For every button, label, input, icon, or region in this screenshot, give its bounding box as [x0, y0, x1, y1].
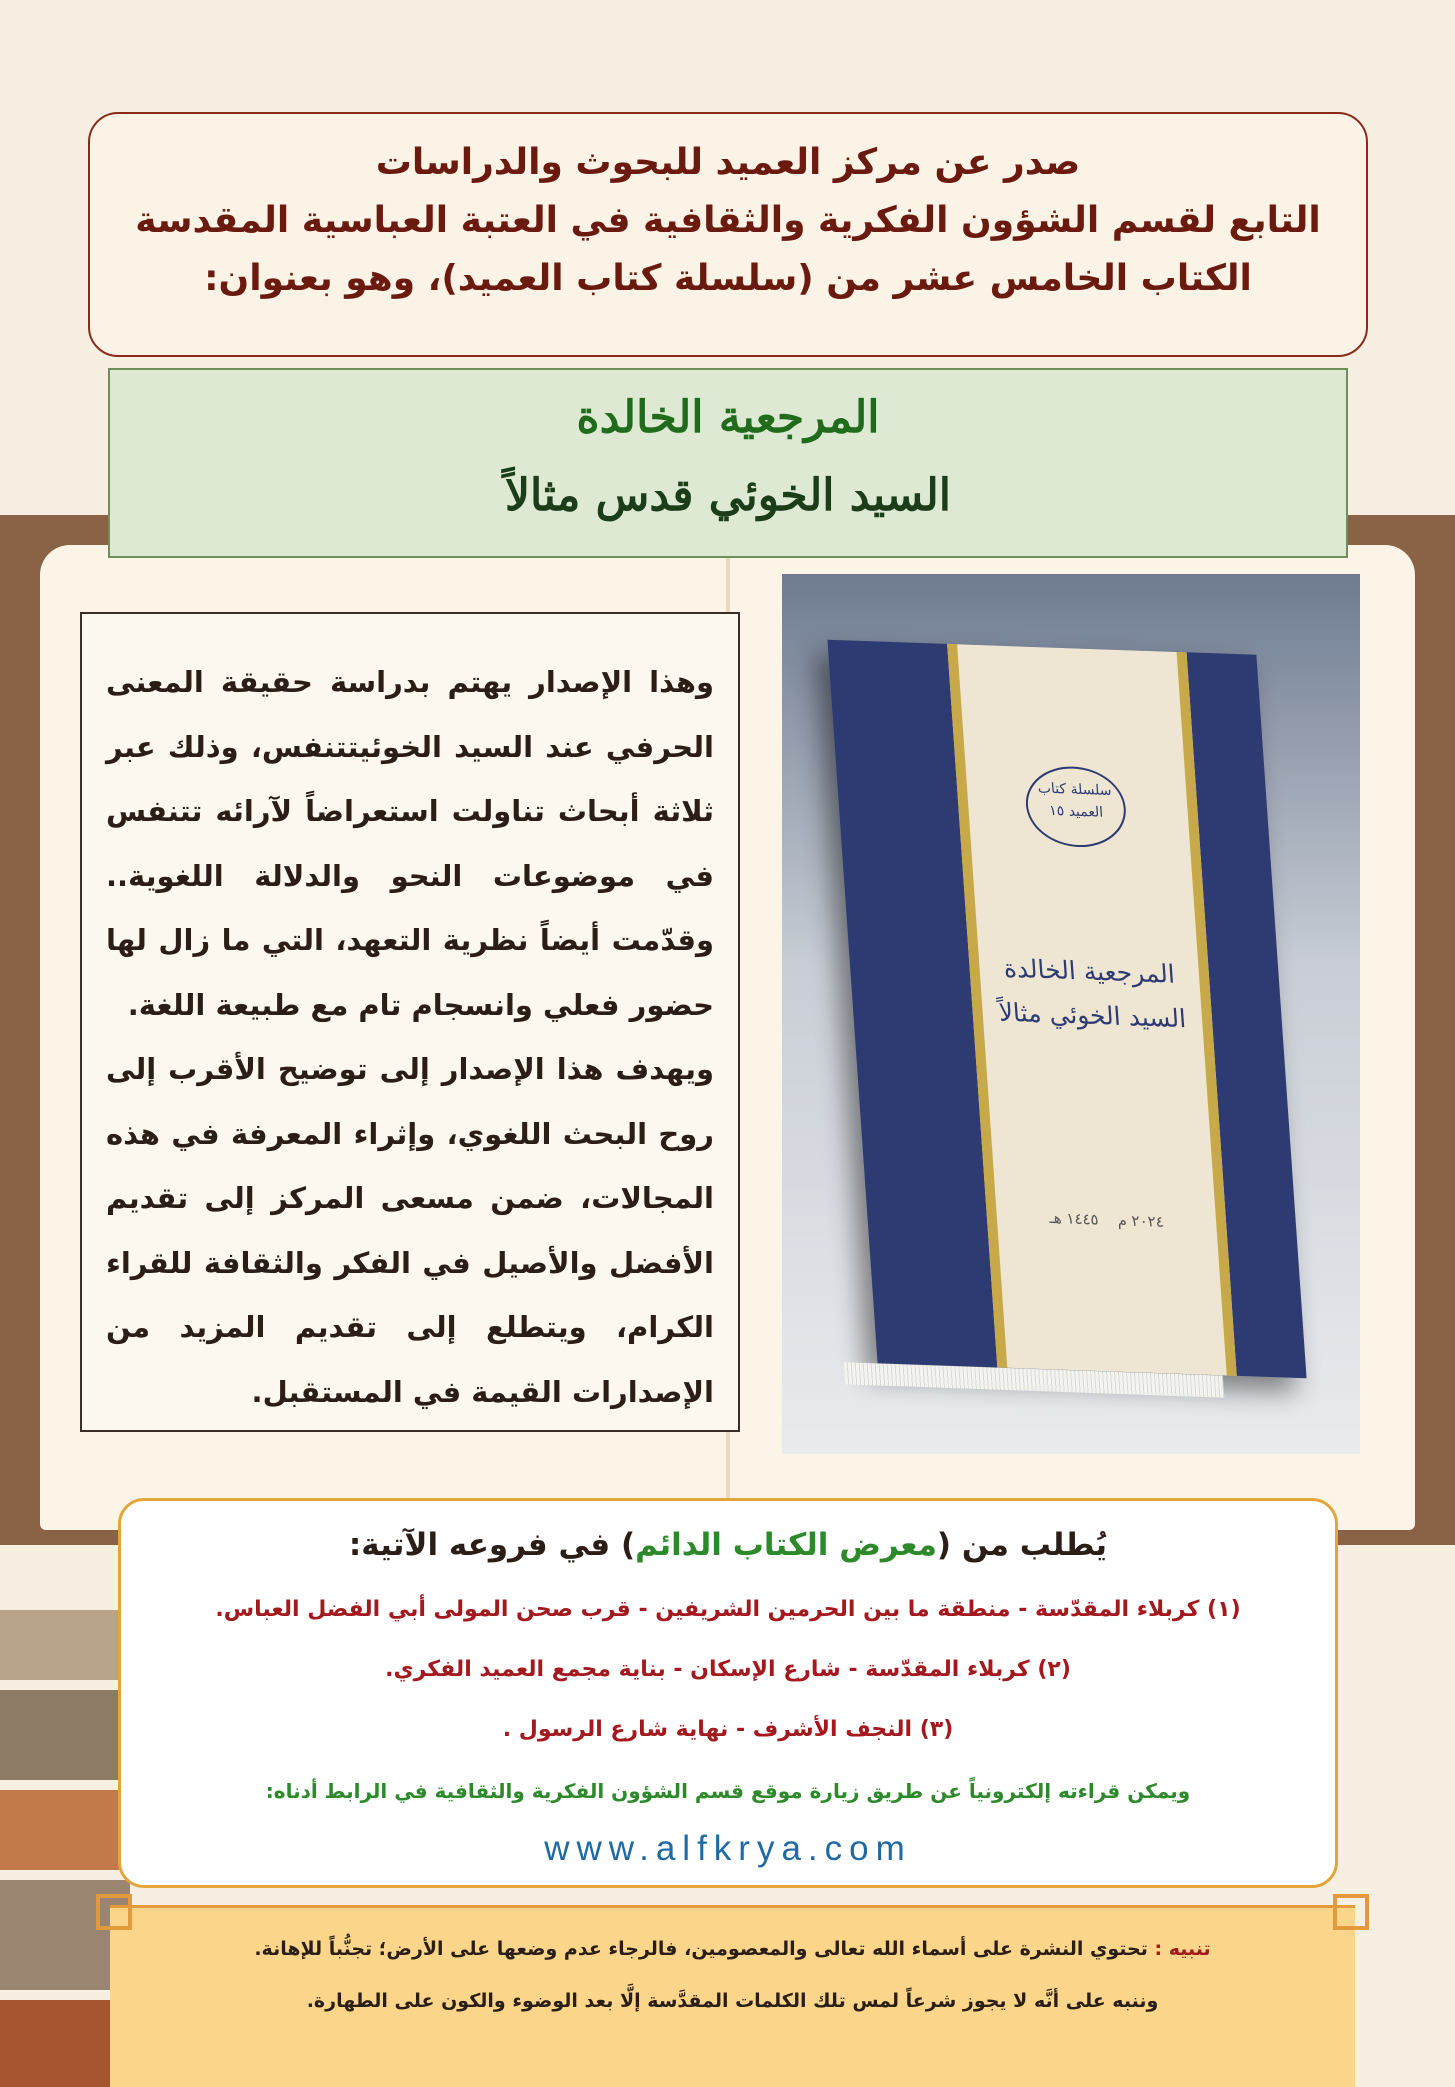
book-cover [827, 640, 1306, 1379]
cover-year-ad: ٢٠٢٤ م [1116, 1211, 1165, 1231]
corner-ornament [1333, 1894, 1369, 1930]
online-reading-note: ويمكن قراءته إلكترونياً عن طريق زيارة موقع قسم الشؤون الفكرية والثقافية في الرابط أدناه: [265, 1779, 1191, 1803]
cover-series-emblem: سلسلة كتاب العميد ١٥ [1023, 765, 1128, 849]
corner-ornament [96, 1894, 132, 1930]
cover-title [978, 946, 1204, 1042]
header-line-1: صدر عن مركز العميد للبحوث والدراسات [375, 142, 1081, 183]
cover-year [996, 1207, 1217, 1233]
website-link[interactable]: www.alfkrya.com [544, 1829, 912, 1868]
description-paragraph-2: ويهدف هذا الإصدار إلى توضيح الأقرب إلى روح البحث اللغوي، وإثراء المعرفة في هذه المجالات، ضمن مسعى المركز إلى تقديم الأفضل والأصيل في الفكر والثقافة للقراء الكرام، ويتطلع إلى تقديم المزيد من الإصدارات القيمة في المستقبل. [106, 1052, 714, 1409]
warning-line-2: وننبه على أنَّه لا يجوز شرعاً لمس تلك الكلمات المقدَّسة إلَّا بعد الوضوء والكون على الطهارة. [306, 1990, 1159, 2012]
book-cover-photo [782, 574, 1360, 1454]
book-title-line-2: السيد الخوئي قدس مثالاً [504, 470, 952, 521]
cover-title-line-1: المرجعية الخالدة [1002, 953, 1176, 989]
cover-year-ah: ١٤٤٥ هـ [1048, 1208, 1100, 1229]
header-line-3: الكتاب الخامس عشر من (سلسلة كتاب العميد)، وهو بعنوان: [204, 258, 1252, 299]
book-title-box [108, 368, 1348, 558]
order-heading-exhibition: معرض الكتاب الدائم [635, 1527, 937, 1563]
description-text [106, 650, 714, 1424]
description-paragraph-1: وهذا الإصدار يهتم بدراسة حقيقة المعنى الحرفي عند السيد الخوئيتتنفس، وذلك عبر ثلاثة أبحاث تناولت استعراضاً لآرائه تتنفس في موضوعات النحو والدلالة اللغوية.. وقدّمت أيضاً نظرية التعهد، التي ما زال لها حضور فعلي وانسجام تام مع طبيعة اللغة. [106, 665, 714, 1022]
book-title-line-1: المرجعية الخالدة [576, 392, 880, 443]
warning-line-1 [140, 1938, 1325, 1960]
cover-center-panel [947, 644, 1237, 1376]
branch-location-3: (٣) النجف الأشرف - نهاية شارع الرسول . [502, 1717, 954, 1742]
warning-text-1: تحتوي النشرة على أسماء الله تعالى والمعصومين، فالرجاء عدم وضعها على الأرض؛ تجنُّباً للإهانة. [254, 1938, 1148, 1960]
branch-location-1: (١) كربلاء المقدّسة - منطقة ما بين الحرمين الشريفين - قرب صحن المولى أبي الفضل العباس. [215, 1597, 1241, 1622]
header-line-2: التابع لقسم الشؤون الفكرية والثقافية في العتبة العباسية المقدسة [135, 200, 1321, 241]
branch-location-2: (٢) كربلاء المقدّسة - شارع الإسكان - بناية مجمع العميد الفكري. [385, 1657, 1071, 1682]
order-heading-prefix: يُطلب من ( [936, 1527, 1108, 1563]
order-heading-suffix: ) في فروعه الآتية: [348, 1527, 636, 1563]
publisher-header-box [88, 112, 1368, 357]
warning-label: تنبيه : [1154, 1938, 1211, 1960]
description-box [80, 612, 740, 1432]
warning-box [110, 1905, 1355, 2087]
order-info-box [118, 1498, 1338, 1888]
order-heading [121, 1527, 1335, 1563]
cover-title-line-2: السيد الخوئي مثالاً [997, 997, 1187, 1034]
